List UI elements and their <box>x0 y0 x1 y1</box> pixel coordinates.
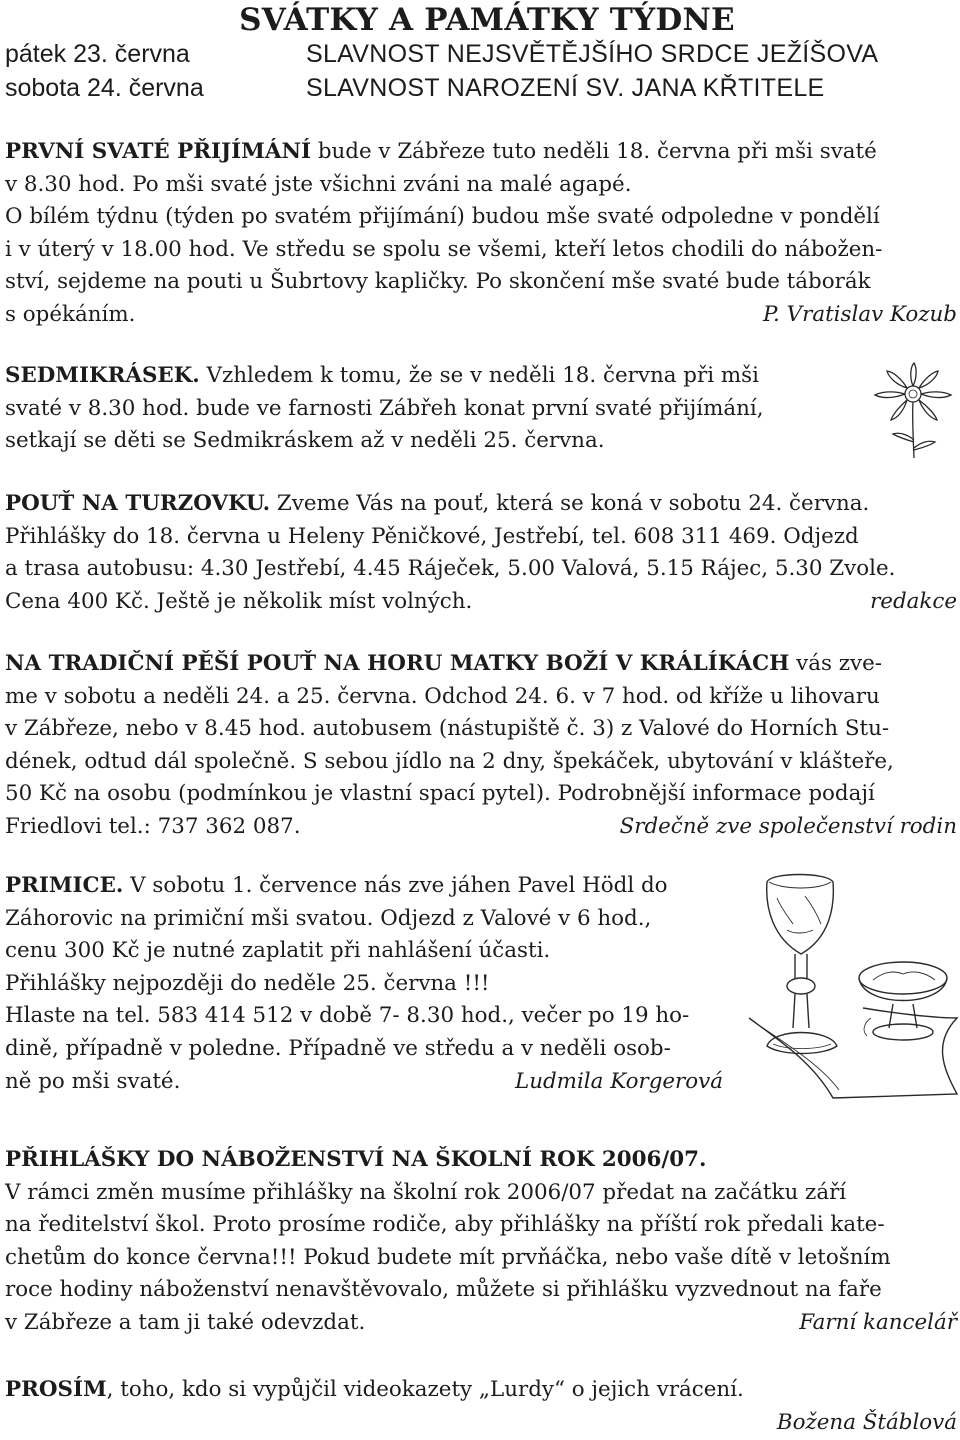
primice-text: Hlaste na tel. 583 414 512 v době 7- 8.30 hod., večer po 19 ho- <box>5 1003 690 1029</box>
sedmikrasek-text: Vzhledem k tomu, že se v neděli 18. června při mši <box>199 363 759 388</box>
communion-text: O bílém týdnu (týden po svatém přijímání) budou mše svaté odpoledne v pondělí <box>5 204 880 230</box>
communion-text: v 8.30 hod. Po mši svaté jste všichni zváni na malé agapé. <box>5 171 632 197</box>
daisy-flower-drawing <box>867 360 960 460</box>
kralikach-text: me v sobotu a neděli 24. a 25. června. Odchod 24. 6. v 7 hod. od kříže u lihovaru <box>5 683 880 709</box>
turzovka-text: Zveme Vás na pouť, která se koná v sobotu 24. června. <box>270 491 870 516</box>
section-heading: PRVNÍ SVATÉ PŘIJÍMÁNÍ <box>5 139 312 164</box>
primice-text: dině, případně v poledne. Případně ve středu a v neděli osob- <box>5 1035 671 1061</box>
prihlasky-text: V rámci změn musíme přihlášky na školní rok 2006/07 předat na začátku září <box>5 1179 847 1205</box>
kralikach-text: Friedlovi tel.: 737 362 087. <box>5 813 301 839</box>
chalice-and-paten-drawing <box>743 868 960 1100</box>
bulletin-page <box>5 0 957 1435</box>
primice-text: cenu 300 Kč je nutné zaplatit při nahlášení účasti. <box>5 938 551 964</box>
primice-text: ně po mši svaté. <box>5 1068 181 1094</box>
signature: Ludmila Korgerová <box>515 1068 723 1094</box>
signature: Farní kancelář <box>799 1309 957 1335</box>
turzovka-text: Cena 400 Kč. Ještě je několik míst volných. <box>5 588 473 614</box>
sedmikrasek-text: setkají se děti se Sedmikráskem až v neděli 25. června. <box>5 428 605 454</box>
kralikach-text: v Zábřeze, nebo v 8.45 hod. autobusem (nástupiště č. 3) z Valové do Horních Stu- <box>5 716 890 742</box>
section-heading: SEDMIKRÁSEK. <box>5 363 200 388</box>
prosim-section <box>5 1374 957 1439</box>
primice-section <box>5 870 723 1098</box>
primice-text: V sobotu 1. července nás zve jáhen Pavel Hödl do <box>123 873 668 898</box>
communion-text: bude v Zábřeze tuto neděli 18. června při mši svaté <box>311 139 877 164</box>
feast-name: SLAVNOST NAROZENÍ SV. JANA KŘTITELE <box>306 74 825 102</box>
prihlasky-section <box>5 1144 957 1340</box>
signature: P. Vratislav Kozub <box>763 301 957 327</box>
feast-name: SLAVNOST NEJSVĚTĚJŠÍHO SRDCE JEŽÍŠOVA <box>306 40 879 68</box>
signature: Božena Štáblová <box>776 1409 957 1435</box>
prosim-text: , toho, kdo si vypůjčil videokazety „Lurdy“ o jejich vrácení. <box>106 1377 744 1402</box>
kralikach-text: dének, odtud dál společně. S sebou jídlo na 2 dny, špekáček, ubytování v klášteře, <box>5 748 894 774</box>
signature: redakce <box>870 588 957 614</box>
communion-text: s opékáním. <box>5 301 136 327</box>
section-heading: NA TRADIČNÍ PĚŠÍ POUŤ NA HORU MATKY BOŽÍ V KRÁLÍKÁCH <box>5 651 790 676</box>
kralikach-section <box>5 648 957 844</box>
prihlasky-text: v Zábřeze a tam ji také odevzdat. <box>5 1309 366 1335</box>
communion-text: ství, sejdeme na pouti u Šubrtovy kapličky. Po skončení mše svaté bude táborák <box>5 269 871 295</box>
prihlasky-text: roce hodiny náboženství nenavštěvovalo, můžete si přihlášku vyzvednout na faře <box>5 1277 882 1303</box>
page-title: SVÁTKY A PAMÁTKY TÝDNE <box>239 2 735 38</box>
feast-date: pátek 23. června <box>5 40 190 68</box>
communion-text: i v úterý v 18.00 hod. Ve středu se spolu se všemi, kteří letos chodili do nábožen- <box>5 236 883 262</box>
prihlasky-text: na ředitelství škol. Proto prosíme rodiče, aby přihlášky na příští rok předali kate- <box>5 1212 885 1238</box>
primice-text: Záhorovic na primiční mši svatou. Odjezd z Valové v 6 hod., <box>5 905 652 931</box>
kralikach-text: 50 Kč na osobu (podmínkou je vlastní spací pytel). Podrobnější informace podají <box>5 781 875 807</box>
sedmikrasek-text: svaté v 8.30 hod. bude ve farnosti Zábřeh konat první svaté přijímání, <box>5 395 764 421</box>
signature: Srdečně zve společenství rodin <box>619 813 957 839</box>
section-heading: PRIMICE. <box>5 873 124 898</box>
section-heading: PŘIHLÁŠKY DO NÁBOŽENSTVÍ NA ŠKOLNÍ ROK 2006/07. <box>5 1147 707 1172</box>
section-heading: PROSÍM <box>5 1377 107 1402</box>
turzovka-text: Přihlášky do 18. června u Heleny Pěničkové, Jestřebí, tel. 608 311 469. Odjezd <box>5 523 859 549</box>
kralikach-text: vás zve- <box>789 651 883 676</box>
primice-text: Přihlášky nejpozději do neděle 25. června !!! <box>5 970 490 996</box>
feast-date: sobota 24. června <box>5 74 204 102</box>
feasts-list <box>5 38 957 110</box>
sedmikrasek-section <box>5 360 855 458</box>
turzovka-section <box>5 488 957 618</box>
section-heading: POUŤ NA TURZOVKU. <box>5 491 271 516</box>
communion-section <box>5 136 957 332</box>
turzovka-text: a trasa autobusu: 4.30 Jestřebí, 4.45 Ráječek, 5.00 Valová, 5.15 Rájec, 5.30 Zvole. <box>5 556 896 582</box>
prihlasky-text: chetům do konce června!!! Pokud budete mít prvňáčka, nebo vaše dítě v letošním <box>5 1244 891 1270</box>
